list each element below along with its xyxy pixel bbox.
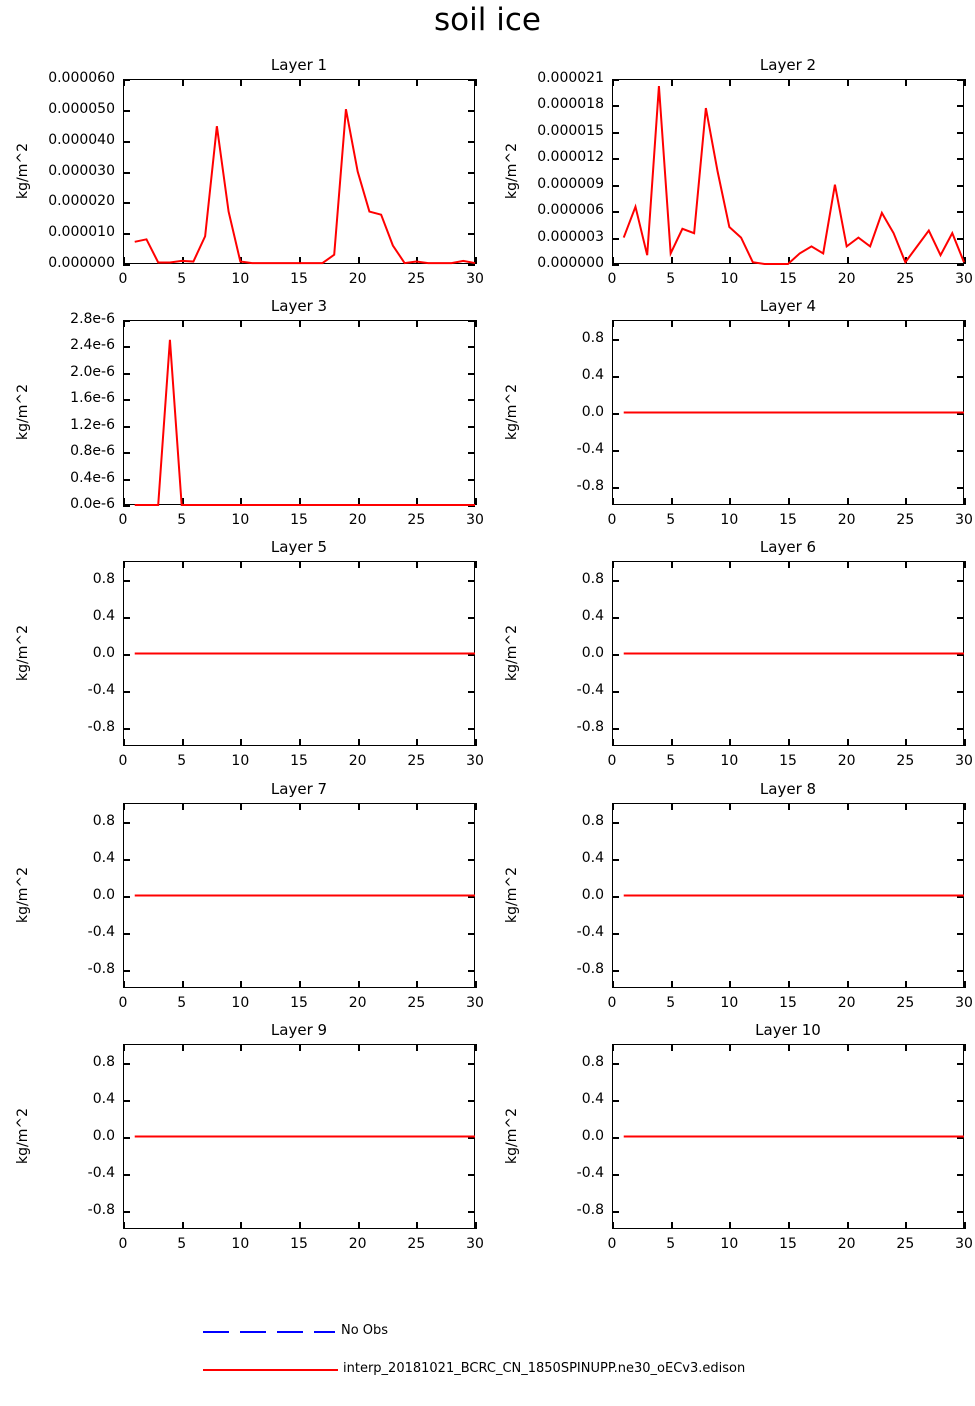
y-tick-label: 0.4e-6 bbox=[70, 469, 115, 486]
x-tick-label: 30 bbox=[466, 1236, 484, 1252]
y-tick-label: 0.000050 bbox=[48, 100, 115, 117]
x-tick-label: 10 bbox=[231, 512, 250, 528]
y-tick-label: 1.2e-6 bbox=[70, 416, 115, 433]
y-tick-label: 0.0 bbox=[92, 886, 115, 903]
y-tick-mark bbox=[957, 264, 964, 266]
y-tick-mark bbox=[468, 264, 475, 266]
legend-case-line bbox=[203, 1369, 338, 1371]
y-tick-label: 0.8 bbox=[581, 329, 604, 346]
x-tick-label: 0 bbox=[607, 995, 617, 1011]
x-tick-label: 15 bbox=[779, 271, 797, 287]
x-tick-label: 30 bbox=[466, 995, 484, 1011]
y-tick-label: 0.8e-6 bbox=[70, 443, 115, 460]
x-tick-label: 5 bbox=[666, 271, 676, 287]
y-tick-label: 0.8 bbox=[92, 570, 115, 587]
y-tick-label: 0.4 bbox=[92, 849, 115, 866]
x-tick-label: 0 bbox=[607, 1236, 617, 1252]
x-tick-label: 20 bbox=[348, 753, 367, 769]
legend-no-obs-dash-1 bbox=[203, 1331, 229, 1333]
y-tick-label: -0.4 bbox=[576, 923, 604, 940]
y-tick-label: 2.4e-6 bbox=[70, 337, 115, 354]
legend-no-obs-label: No Obs bbox=[341, 1323, 389, 1338]
x-tick-label: 0 bbox=[118, 1236, 128, 1252]
y-tick-label: 0.000010 bbox=[48, 224, 115, 241]
y-tick-label: 0.4 bbox=[92, 607, 115, 624]
x-tick-mark bbox=[964, 320, 966, 327]
x-tick-label: 30 bbox=[955, 753, 973, 769]
x-tick-mark bbox=[475, 1044, 477, 1051]
y-tick-label: 0.000000 bbox=[48, 255, 115, 271]
panel-title: Layer 7 bbox=[270, 780, 328, 798]
x-tick-label: 15 bbox=[290, 512, 308, 528]
y-tick-label: -0.4 bbox=[576, 1164, 604, 1181]
y-tick-label: 2.0e-6 bbox=[70, 363, 115, 380]
y-tick-label: 0.4 bbox=[581, 849, 604, 866]
x-tick-label: 10 bbox=[720, 512, 739, 528]
y-axis-label: kg/m^2 bbox=[15, 142, 31, 199]
x-tick-mark bbox=[964, 739, 966, 746]
y-tick-mark bbox=[612, 264, 619, 266]
x-tick-mark bbox=[475, 981, 477, 988]
y-tick-label: 0.8 bbox=[92, 812, 115, 829]
series-layer bbox=[123, 561, 475, 746]
y-tick-label: 0.0 bbox=[92, 644, 115, 661]
y-tick-label: 0.8 bbox=[92, 1053, 115, 1070]
x-tick-label: 30 bbox=[466, 753, 484, 769]
x-tick-label: 15 bbox=[779, 1236, 797, 1252]
y-tick-label: 0.0 bbox=[581, 1127, 604, 1144]
series-layer bbox=[123, 803, 475, 988]
x-tick-label: 5 bbox=[666, 1236, 676, 1252]
y-axis-label: kg/m^2 bbox=[504, 383, 520, 440]
x-tick-label: 5 bbox=[177, 1236, 187, 1252]
y-tick-label: -0.4 bbox=[87, 681, 115, 698]
x-tick-label: 10 bbox=[231, 1236, 250, 1252]
y-tick-label: 0.4 bbox=[581, 607, 604, 624]
x-tick-mark bbox=[475, 257, 477, 264]
x-tick-mark bbox=[964, 561, 966, 568]
y-tick-label: -0.4 bbox=[87, 1164, 115, 1181]
y-tick-label: 1.6e-6 bbox=[70, 390, 115, 407]
x-tick-label: 30 bbox=[466, 271, 484, 287]
y-tick-label: 0.000060 bbox=[48, 70, 115, 86]
y-tick-label: -0.4 bbox=[576, 440, 604, 457]
y-tick-label: 0.000006 bbox=[537, 202, 604, 219]
x-tick-label: 20 bbox=[837, 995, 856, 1011]
panel-title: Layer 6 bbox=[759, 538, 817, 556]
x-tick-label: 20 bbox=[837, 753, 856, 769]
x-tick-label: 5 bbox=[666, 995, 676, 1011]
series-layer bbox=[123, 1044, 475, 1229]
x-tick-label: 10 bbox=[720, 271, 739, 287]
x-tick-label: 10 bbox=[231, 995, 250, 1011]
x-tick-label: 25 bbox=[896, 753, 915, 769]
y-tick-label: 0.000018 bbox=[537, 96, 604, 113]
x-tick-mark bbox=[475, 498, 477, 505]
y-tick-label: -0.4 bbox=[576, 681, 604, 698]
y-tick-label: 0.000040 bbox=[48, 131, 115, 148]
x-tick-label: 25 bbox=[896, 271, 915, 287]
x-tick-label: 20 bbox=[348, 271, 367, 287]
x-tick-label: 25 bbox=[896, 512, 915, 528]
x-tick-label: 10 bbox=[720, 753, 739, 769]
y-axis-label: kg/m^2 bbox=[15, 866, 31, 923]
data-line bbox=[624, 86, 964, 264]
x-tick-label: 0 bbox=[118, 995, 128, 1011]
y-tick-label: 0.8 bbox=[581, 812, 604, 829]
panel-title: Layer 10 bbox=[755, 1021, 821, 1039]
panel-title: Layer 1 bbox=[270, 56, 328, 74]
x-tick-label: 25 bbox=[407, 271, 426, 287]
x-tick-label: 20 bbox=[837, 512, 856, 528]
x-tick-label: 20 bbox=[348, 995, 367, 1011]
x-tick-label: 15 bbox=[290, 1236, 308, 1252]
x-tick-label: 25 bbox=[407, 1236, 426, 1252]
x-tick-label: 5 bbox=[177, 995, 187, 1011]
x-tick-label: 15 bbox=[779, 995, 797, 1011]
y-axis-label: kg/m^2 bbox=[504, 1107, 520, 1164]
y-axis-label: kg/m^2 bbox=[15, 383, 31, 440]
x-tick-label: 15 bbox=[290, 995, 308, 1011]
legend-no-obs-dash-4 bbox=[314, 1331, 335, 1333]
data-line bbox=[135, 109, 475, 263]
x-tick-label: 20 bbox=[348, 512, 367, 528]
y-tick-label: -0.8 bbox=[576, 1201, 604, 1218]
y-tick-label: 0.000015 bbox=[537, 122, 604, 139]
y-tick-label: 0.000020 bbox=[48, 193, 115, 210]
x-tick-label: 0 bbox=[118, 512, 128, 528]
x-tick-mark bbox=[964, 1044, 966, 1051]
x-tick-label: 0 bbox=[607, 512, 617, 528]
y-tick-label: -0.8 bbox=[87, 718, 115, 735]
x-tick-mark bbox=[475, 739, 477, 746]
y-tick-label: -0.8 bbox=[87, 1201, 115, 1218]
series-layer bbox=[612, 320, 964, 505]
x-tick-label: 10 bbox=[720, 995, 739, 1011]
x-tick-label: 5 bbox=[666, 512, 676, 528]
x-tick-label: 25 bbox=[896, 995, 915, 1011]
x-tick-mark bbox=[475, 1222, 477, 1229]
y-axis-label: kg/m^2 bbox=[504, 142, 520, 199]
x-tick-label: 20 bbox=[348, 1236, 367, 1252]
x-tick-label: 25 bbox=[407, 753, 426, 769]
y-tick-label: -0.8 bbox=[87, 960, 115, 977]
y-tick-label: 0.000012 bbox=[537, 149, 604, 166]
panel-title: Layer 2 bbox=[759, 56, 817, 74]
x-tick-mark bbox=[964, 498, 966, 505]
x-tick-label: 10 bbox=[231, 271, 250, 287]
x-tick-mark bbox=[475, 561, 477, 568]
y-axis-label: kg/m^2 bbox=[15, 1107, 31, 1164]
x-tick-label: 10 bbox=[720, 1236, 739, 1252]
x-tick-label: 5 bbox=[177, 271, 187, 287]
y-tick-label: 0.0e-6 bbox=[70, 496, 115, 512]
x-tick-label: 15 bbox=[290, 271, 308, 287]
x-tick-label: 20 bbox=[837, 271, 856, 287]
x-tick-mark bbox=[964, 803, 966, 810]
x-tick-mark bbox=[475, 803, 477, 810]
y-axis-label: kg/m^2 bbox=[504, 866, 520, 923]
y-tick-label: 0.8 bbox=[581, 1053, 604, 1070]
x-tick-label: 25 bbox=[407, 995, 426, 1011]
y-tick-label: 0.000009 bbox=[537, 175, 604, 192]
y-tick-label: 0.000003 bbox=[537, 228, 604, 245]
y-tick-label: -0.8 bbox=[576, 477, 604, 494]
y-axis-label: kg/m^2 bbox=[504, 624, 520, 681]
legend-case-label: interp_20181021_BCRC_CN_1850SPINUPP.ne30_oECv3.edison bbox=[343, 1361, 746, 1376]
y-tick-label: 0.4 bbox=[581, 366, 604, 383]
series-layer bbox=[123, 320, 475, 505]
y-tick-label: 0.000021 bbox=[537, 70, 604, 86]
panel-title: Layer 4 bbox=[759, 297, 817, 315]
x-tick-label: 30 bbox=[955, 271, 973, 287]
x-tick-mark bbox=[964, 1222, 966, 1229]
x-tick-label: 30 bbox=[955, 1236, 973, 1252]
series-layer bbox=[123, 79, 475, 264]
x-tick-label: 15 bbox=[290, 753, 308, 769]
y-tick-label: 0.4 bbox=[581, 1090, 604, 1107]
x-tick-label: 5 bbox=[666, 753, 676, 769]
x-tick-label: 0 bbox=[607, 753, 617, 769]
x-tick-label: 5 bbox=[177, 512, 187, 528]
x-tick-label: 5 bbox=[177, 753, 187, 769]
x-tick-label: 10 bbox=[231, 753, 250, 769]
y-tick-label: -0.8 bbox=[576, 960, 604, 977]
y-tick-label: 0.0 bbox=[581, 403, 604, 420]
x-tick-label: 0 bbox=[118, 753, 128, 769]
x-tick-label: 30 bbox=[955, 512, 973, 528]
y-tick-label: 0.8 bbox=[581, 570, 604, 587]
y-tick-label: 0.000000 bbox=[537, 255, 604, 271]
panel-title: Layer 8 bbox=[759, 780, 817, 798]
x-tick-mark bbox=[964, 981, 966, 988]
y-tick-label: 0.000030 bbox=[48, 162, 115, 179]
legend-no-obs-dash-2 bbox=[240, 1331, 266, 1333]
y-tick-mark bbox=[123, 264, 130, 266]
x-tick-label: 30 bbox=[955, 995, 973, 1011]
panel-title: Layer 3 bbox=[270, 297, 328, 315]
series-layer bbox=[612, 561, 964, 746]
x-tick-label: 15 bbox=[779, 753, 797, 769]
x-tick-label: 15 bbox=[779, 512, 797, 528]
y-tick-label: 0.0 bbox=[581, 644, 604, 661]
y-tick-label: -0.8 bbox=[576, 718, 604, 735]
x-tick-label: 0 bbox=[118, 271, 128, 287]
panel-title: Layer 9 bbox=[270, 1021, 328, 1039]
series-layer bbox=[612, 1044, 964, 1229]
page-title: soil ice bbox=[434, 2, 541, 38]
x-tick-label: 30 bbox=[466, 512, 484, 528]
x-tick-label: 25 bbox=[896, 1236, 915, 1252]
y-tick-label: 2.8e-6 bbox=[70, 311, 115, 327]
y-tick-mark bbox=[123, 505, 130, 507]
y-tick-label: 0.0 bbox=[581, 886, 604, 903]
series-layer bbox=[612, 803, 964, 988]
x-tick-label: 0 bbox=[607, 271, 617, 287]
x-tick-mark bbox=[964, 79, 966, 86]
panel-title: Layer 5 bbox=[270, 538, 328, 556]
x-tick-mark bbox=[475, 79, 477, 86]
y-axis-label: kg/m^2 bbox=[15, 624, 31, 681]
legend-no-obs-dash-3 bbox=[277, 1331, 303, 1333]
x-tick-label: 25 bbox=[407, 512, 426, 528]
x-tick-mark bbox=[475, 320, 477, 327]
data-line bbox=[135, 340, 475, 505]
y-tick-label: 0.0 bbox=[92, 1127, 115, 1144]
x-tick-label: 20 bbox=[837, 1236, 856, 1252]
y-tick-label: 0.4 bbox=[92, 1090, 115, 1107]
series-layer bbox=[612, 79, 964, 264]
y-tick-label: -0.4 bbox=[87, 923, 115, 940]
